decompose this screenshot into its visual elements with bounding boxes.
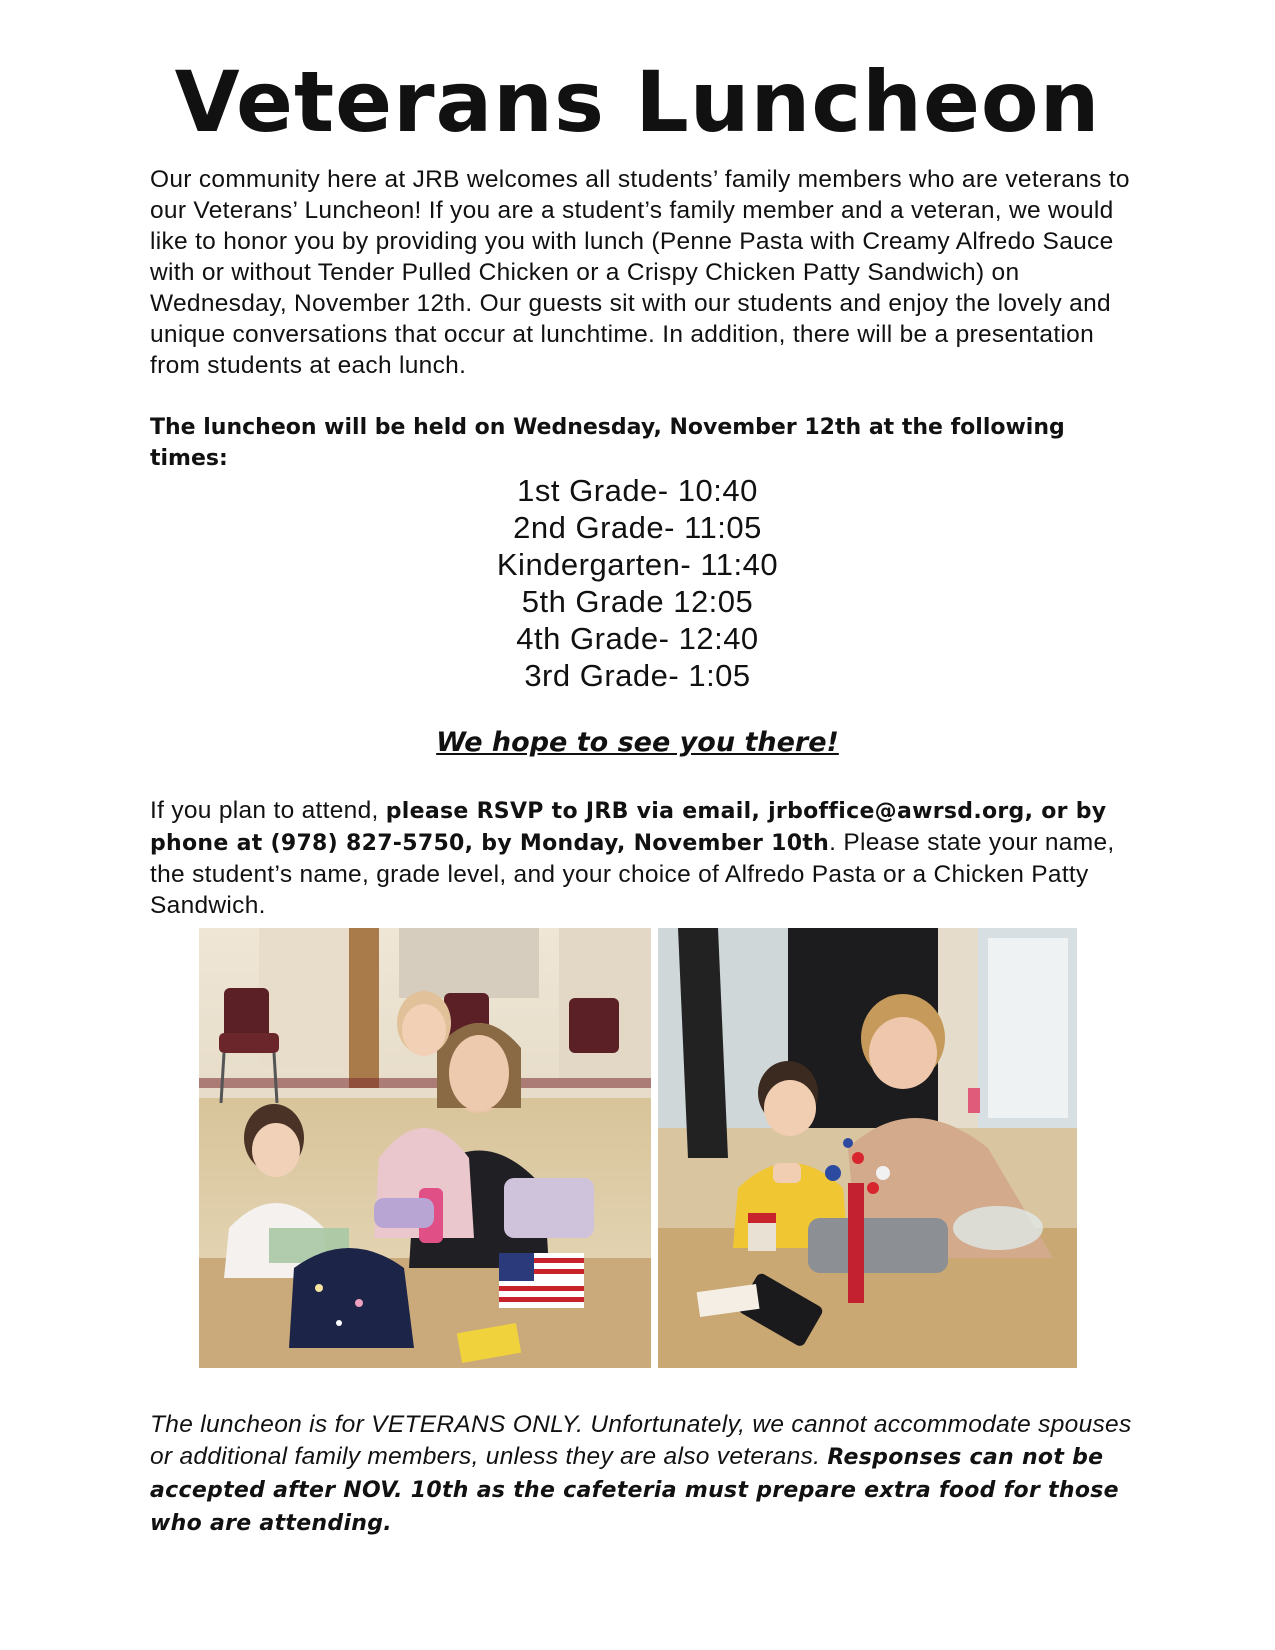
veterans-only-note <box>150 1409 1140 1540</box>
hope-line: We hope to see you there! <box>436 727 839 758</box>
schedule-item: Kindergarten- 11:40 <box>496 547 779 582</box>
schedule-item: 1st Grade- 10:40 <box>517 473 758 508</box>
rsvp-lead: If you plan to attend, <box>150 797 386 824</box>
schedule-item: 2nd Grade- 11:05 <box>513 510 762 545</box>
note-plain: The luncheon is for VETERANS ONLY. Unfortunately, we cannot accommodate spouses or additional family members, unless they are also veterans. <box>150 1411 1132 1470</box>
photo-illustration-right <box>658 928 1077 1368</box>
page-title: Veterans Luncheon <box>174 53 1101 151</box>
schedule-item: 5th Grade 12:05 <box>521 584 754 619</box>
schedule-list <box>0 472 1275 694</box>
note-bold: Responses can not be accepted after NOV. 10th as the cafeteria must prepare extra food for those who are attending. <box>150 1445 1119 1536</box>
rsvp-paragraph <box>150 795 1140 921</box>
schedule-item: 3rd Grade- 1:05 <box>524 658 751 693</box>
photo-illustration-left <box>199 928 651 1368</box>
intro-paragraph: Our community here at JRB welcomes all students’ family members who are veterans to our Veterans’ Luncheon! If you are a student’s family member and a veteran, we would like to honor you by providing you with lunch (Penne Pasta with Creamy Alfredo Sauce with or without Tender Pulled Chicken or a Crispy Chicken Patty Sandwich) on Wednesday, November 12th. Our guests sit with our students and enjoy the lovely and unique conversations that occur at lunchtime. In addition, there will be a presentation from students at each lunch. <box>150 166 1130 379</box>
rsvp-contact: please RSVP to JRB via email, jrboffice@awrsd.org, or by phone at (978) 827-5750, by Monday, November 10th <box>150 799 1107 856</box>
schedule-item: 4th Grade- 12:40 <box>516 621 759 656</box>
schedule-heading: The luncheon will be held on Wednesday, November 12th at the following times: <box>150 415 1065 471</box>
photo-family-right <box>658 928 1077 1368</box>
photo-family-left <box>199 928 651 1368</box>
rsvp-details: . Please state your name, the student’s name, grade level, and your choice of Alfredo Pasta or a Chicken Patty Sandwich. <box>150 829 1115 919</box>
